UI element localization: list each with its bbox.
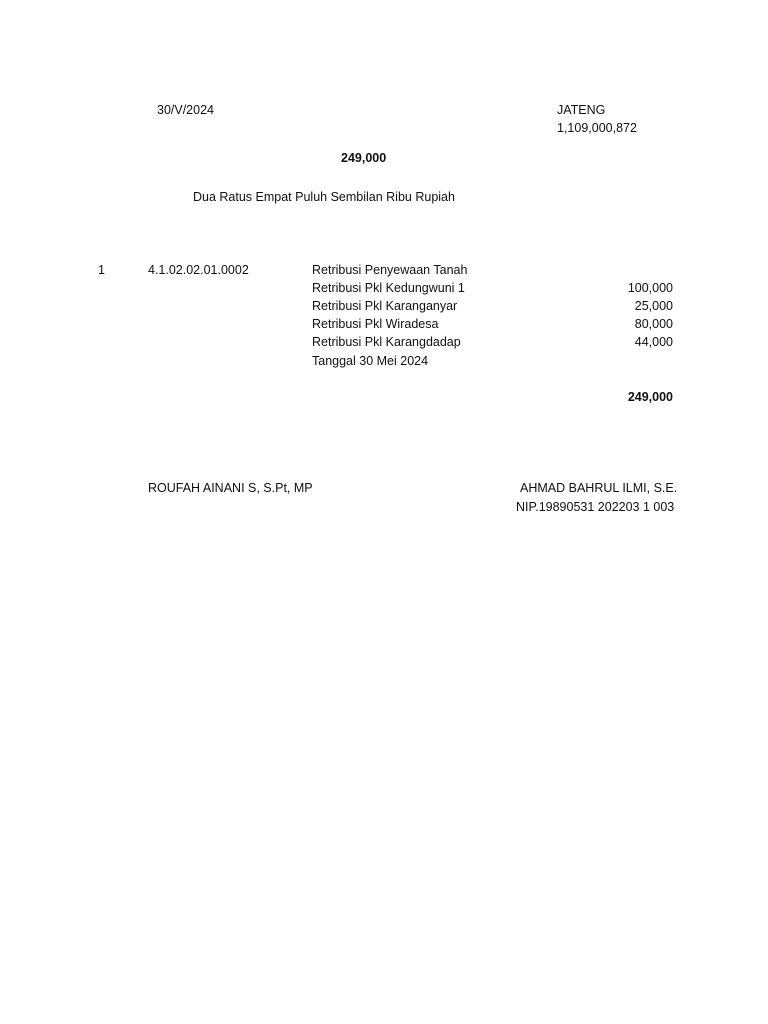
amount-in-words: Dua Ratus Empat Puluh Sembilan Ribu Rupiah <box>193 190 455 204</box>
line-item-value: 25,000 <box>634 299 673 313</box>
line-item-value: 80,000 <box>634 317 673 331</box>
entry-title: Retribusi Penyewaan Tanah <box>312 263 468 277</box>
entry-date-note: Tanggal 30 Mei 2024 <box>312 354 429 368</box>
entry-number: 1 <box>98 263 105 277</box>
line-item-label: Retribusi Pkl Karanganyar <box>312 299 458 313</box>
line-item-label: Retribusi Pkl Wiradesa <box>312 317 439 331</box>
document-date: 30/V/2024 <box>157 103 214 117</box>
account-code: 4.1.02.02.01.0002 <box>148 263 249 277</box>
entry-total: 249,000 <box>627 390 673 404</box>
right-signatory-nip: NIP.19890531 202203 1 003 <box>516 500 675 514</box>
region-label: JATENG <box>557 103 606 117</box>
line-item-label: Retribusi Pkl Karangdadap <box>312 335 461 349</box>
line-item-value: 100,000 <box>627 281 673 295</box>
right-signatory-name: AHMAD BAHRUL ILMI, S.E. <box>520 481 678 495</box>
amount-total: 249,000 <box>341 151 387 165</box>
line-item-value: 44,000 <box>634 335 673 349</box>
balance-value: 1,109,000,872 <box>557 121 637 135</box>
left-signatory-name: ROUFAH AINANI S, S.Pt, MP <box>148 481 313 495</box>
line-item-label: Retribusi Pkl Kedungwuni 1 <box>312 281 465 295</box>
